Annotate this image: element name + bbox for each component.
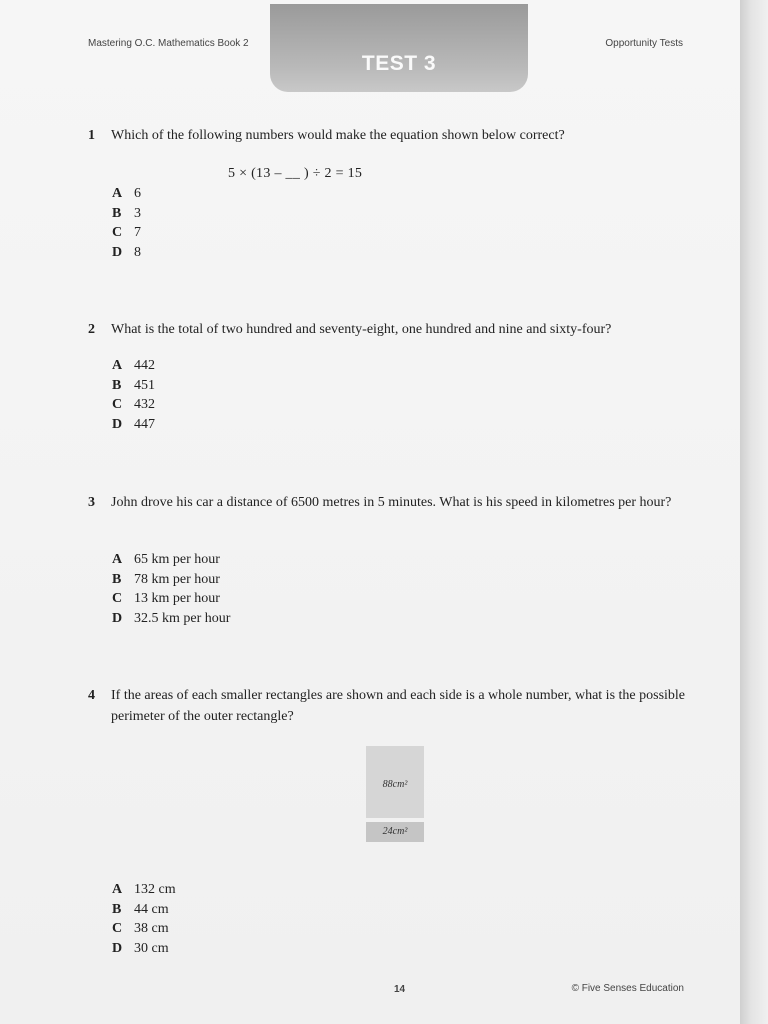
question-2-number: 2 xyxy=(88,322,95,337)
question-1-number: 1 xyxy=(88,128,95,143)
option-letter: C xyxy=(112,591,123,606)
option-text: 13 km per hour xyxy=(134,591,220,606)
option-letter: B xyxy=(112,901,122,917)
option-c xyxy=(112,921,176,941)
option-letter: C xyxy=(112,397,123,412)
option-d xyxy=(112,417,155,437)
option-d xyxy=(112,941,176,961)
option-text: 432 xyxy=(134,397,155,412)
question-4-options xyxy=(112,882,176,960)
option-letter: B xyxy=(112,377,122,393)
option-text: 132 cm xyxy=(134,882,176,897)
page-number: 14 xyxy=(394,984,406,995)
rectangle-top xyxy=(366,746,424,818)
option-text: 44 cm xyxy=(134,901,169,917)
option-text: 447 xyxy=(134,416,155,432)
option-c xyxy=(112,397,155,417)
option-letter: C xyxy=(112,225,123,240)
option-b xyxy=(112,902,176,922)
option-letter: A xyxy=(112,882,123,897)
publisher-credit: © Five Senses Education xyxy=(571,983,684,994)
option-text: 3 xyxy=(134,205,141,221)
test-tab xyxy=(270,4,528,92)
option-letter: B xyxy=(112,571,122,587)
option-a xyxy=(112,552,230,572)
option-b xyxy=(112,572,230,592)
option-d xyxy=(112,245,141,265)
question-2-text: What is the total of two hundred and seventy-eight, one hundred and nine and sixty-four? xyxy=(111,322,612,337)
option-letter: A xyxy=(112,186,123,201)
option-text: 78 km per hour xyxy=(134,571,220,587)
option-letter: C xyxy=(112,921,123,936)
option-text: 38 cm xyxy=(134,921,169,936)
question-2-options xyxy=(112,358,155,436)
option-d xyxy=(112,611,230,631)
option-b xyxy=(112,206,141,226)
option-letter: D xyxy=(112,610,123,626)
option-a xyxy=(112,186,141,206)
option-text: 6 xyxy=(134,186,141,201)
top-area-label: 88cm² xyxy=(382,779,408,790)
page-edge-shadow xyxy=(740,0,768,1024)
section-title: Opportunity Tests xyxy=(605,38,683,49)
option-a xyxy=(112,882,176,902)
option-text: 7 xyxy=(134,225,141,240)
option-letter: D xyxy=(112,416,123,432)
area-diagram xyxy=(366,746,424,842)
question-1-equation: 5 × (13 – __ ) ÷ 2 = 15 xyxy=(228,166,363,181)
option-letter: A xyxy=(112,358,123,373)
option-letter: D xyxy=(112,244,123,260)
question-4-number: 4 xyxy=(88,688,95,703)
question-3-text: John drove his car a distance of 6500 metres in 5 minutes. What is his speed in kilometres per hour? xyxy=(111,495,672,510)
question-1-options xyxy=(112,186,141,264)
option-a xyxy=(112,358,155,378)
question-3-options xyxy=(112,552,230,630)
test-title: TEST 3 xyxy=(361,52,437,75)
question-3-number: 3 xyxy=(88,495,95,510)
option-text: 32.5 km per hour xyxy=(134,610,231,626)
question-4-text: If the areas of each smaller rectangles are shown and each side is a whole number, what is the possible perimeter of the outer rectangle? xyxy=(111,688,686,724)
option-text: 442 xyxy=(134,358,155,373)
option-text: 30 cm xyxy=(134,940,169,956)
option-c xyxy=(112,225,141,245)
rectangle-bottom xyxy=(366,822,424,842)
option-letter: A xyxy=(112,552,123,567)
option-letter: B xyxy=(112,205,122,221)
question-1-text: Which of the following numbers would make the equation shown below correct? xyxy=(111,128,565,143)
option-b xyxy=(112,378,155,398)
option-text: 8 xyxy=(134,244,141,260)
option-text: 65 km per hour xyxy=(134,552,220,567)
option-c xyxy=(112,591,230,611)
book-title: Mastering O.C. Mathematics Book 2 xyxy=(88,38,249,49)
bottom-area-label: 24cm² xyxy=(382,826,408,837)
option-text: 451 xyxy=(134,377,155,393)
option-letter: D xyxy=(112,940,123,956)
